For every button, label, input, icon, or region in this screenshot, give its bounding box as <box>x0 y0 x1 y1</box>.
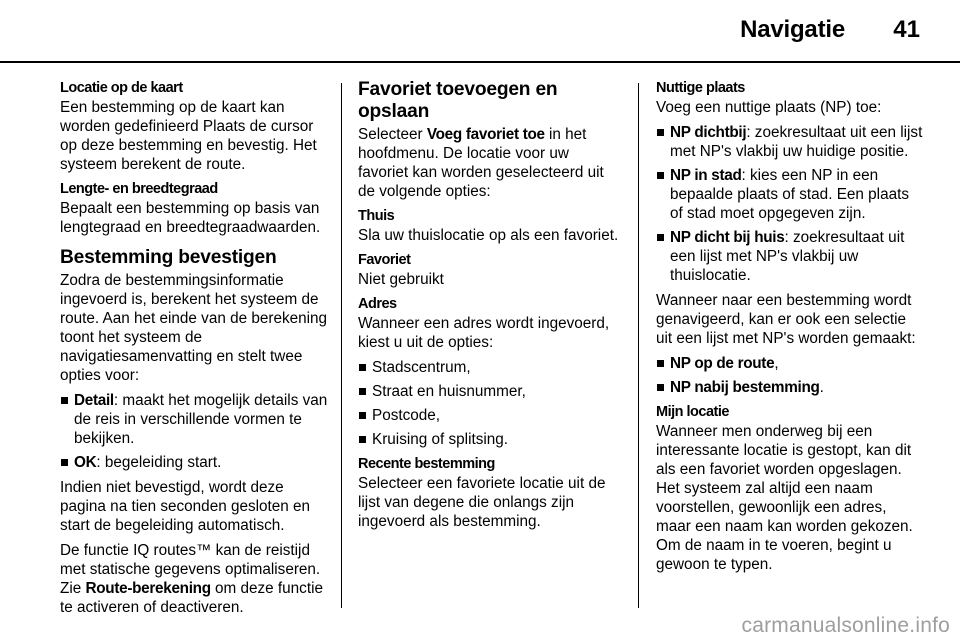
paragraph: Wanneer men onderweg bij een interessante locatie is gestopt, kan dit als een favoriet worden opgeslagen. Het systeem zal altijd een naam voorstellen, gewoonlijk een adres, maar een naam kan worden gekozen. Om de naam in te voeren, begint u gewoon te typen. <box>656 423 913 573</box>
item-text: Postcode, <box>372 407 441 424</box>
bullet-icon <box>359 412 366 419</box>
watermark-text: carmanualsonline.info <box>741 614 950 637</box>
list-item <box>656 166 924 223</box>
section-thuis <box>358 207 622 245</box>
paragraph: Een bestemming op de kaart kan worden gedefinieerd Plaats de cursor op deze bestemming en bevestig. Het systeem berekent de route. <box>60 99 317 173</box>
item-text: : kies een NP in een bepaalde plaats of stad. Een plaats of stad moet opgegeven zijn. <box>670 167 909 222</box>
section-title: Favoriet toevoegen en opslaan <box>358 79 558 122</box>
page-header <box>0 0 960 63</box>
paragraph: Bepaalt een bestemming op basis van lengtegraad en breedtegraadwaarden. <box>60 200 321 236</box>
bullet-icon <box>657 384 664 391</box>
subheading: Thuis <box>358 208 395 224</box>
list-item <box>656 123 924 161</box>
term: NP nabij bestemming <box>670 379 820 396</box>
subheading: Lengte- en breedtegraad <box>60 181 218 197</box>
list-item <box>60 453 328 472</box>
bullet-icon <box>657 360 664 367</box>
item-text: Kruising of splitsing. <box>372 431 509 448</box>
list-item <box>358 382 622 401</box>
list-item <box>358 358 622 377</box>
option-list <box>656 123 924 285</box>
subheading: Recente bestemming <box>358 456 495 472</box>
list-item <box>60 391 328 448</box>
item-text: : zoekresultaat uit een lijst met NP's vlakbij uw thuislocatie. <box>670 229 905 284</box>
text: om deze functie te activeren of deactiveren. <box>60 580 323 616</box>
subheading: Mijn locatie <box>656 404 729 420</box>
term: NP in stad <box>670 167 742 184</box>
text: Selecteer <box>358 126 427 143</box>
bullet-icon <box>359 436 366 443</box>
bullet-icon <box>657 172 664 179</box>
list-item <box>656 378 924 397</box>
term: NP dicht bij huis <box>670 229 785 246</box>
section-mijn-locatie <box>656 403 924 574</box>
option-list <box>358 358 622 449</box>
paragraph: Zodra de bestemmingsinformatie ingevoerd is, berekent het systeem de route. Aan het einde van de berekening toont het systeem de navigatiesamenvatting en stelt twee opties voor: <box>60 272 328 384</box>
subheading: Favoriet <box>358 252 411 268</box>
paragraph <box>358 125 622 201</box>
term: NP op de route <box>670 355 775 372</box>
text: De functie IQ routes™ kan de reistijd met statische gegevens optimaliseren. Zie <box>60 542 321 597</box>
bullet-icon <box>657 234 664 241</box>
term: OK <box>74 454 97 471</box>
column-divider <box>341 83 342 608</box>
item-text: , <box>774 355 779 372</box>
bullet-icon <box>61 397 68 404</box>
paragraph <box>60 541 328 617</box>
subheading: Locatie op de kaart <box>60 80 183 96</box>
item-text: . <box>819 379 824 396</box>
list-item <box>656 354 924 373</box>
column-divider <box>638 83 639 608</box>
list-item <box>358 406 622 425</box>
list-item <box>656 228 924 285</box>
cross-reference: Route-berekening <box>85 580 211 597</box>
option-list <box>656 354 924 397</box>
item-text: : maakt het mogelijk details van de reis in verschillende vormen te bekijken. <box>74 392 328 447</box>
section-favoriet <box>358 251 622 289</box>
item-text: Straat en huisnummer, <box>372 383 526 400</box>
section-recente-bestemming <box>358 455 622 531</box>
column-1 <box>60 79 328 623</box>
bullet-icon <box>359 388 366 395</box>
item-text: Stadscentrum, <box>372 359 471 376</box>
paragraph: Voeg een nuttige plaats (NP) toe: <box>656 99 882 116</box>
menu-term: Voeg favoriet toe <box>426 126 545 143</box>
section-title: Bestemming bevestigen <box>60 247 277 268</box>
paragraph: Wanneer naar een bestemming wordt genavigeerd, kan er ook een selectie uit een lijst met NP's worden gemaakt: <box>656 292 916 347</box>
header-title: Navigatie <box>740 16 845 43</box>
section-adres <box>358 295 622 449</box>
column-3 <box>656 79 924 580</box>
item-text: : begeleiding start. <box>96 454 222 471</box>
bullet-icon <box>359 364 366 371</box>
paragraph: Wanneer een adres wordt ingevoerd, kiest u uit de opties: <box>358 315 610 351</box>
list-item <box>358 430 622 449</box>
text: in het hoofdmenu. De locatie voor uw favoriet kan worden geselecteerd uit de volgende opties: <box>358 126 604 200</box>
page-number: 41 <box>893 16 920 43</box>
section-locatie-op-de-kaart <box>60 79 328 174</box>
paragraph: Niet gebruikt <box>358 271 444 288</box>
subheading: Nuttige plaats <box>656 80 745 96</box>
option-list <box>60 391 328 472</box>
bullet-icon <box>61 459 68 466</box>
paragraph: Indien niet bevestigd, wordt deze pagina na tien seconden gesloten en start de begeleiding automatisch. <box>60 479 311 534</box>
section-lengte-breedtegraad <box>60 180 328 237</box>
subheading: Adres <box>358 296 397 312</box>
section-nuttige-plaats <box>656 79 924 285</box>
column-2 <box>358 79 622 537</box>
paragraph: Selecteer een favoriete locatie uit de lijst van degene die onlangs zijn ingevoerd als bestemming. <box>358 475 606 530</box>
bullet-icon <box>657 129 664 136</box>
term: Detail <box>74 392 114 409</box>
item-text: : zoekresultaat uit een lijst met NP's vlakbij uw huidige positie. <box>670 124 923 160</box>
paragraph: Sla uw thuislocatie op als een favoriet. <box>358 227 619 244</box>
term: NP dichtbij <box>670 124 747 141</box>
